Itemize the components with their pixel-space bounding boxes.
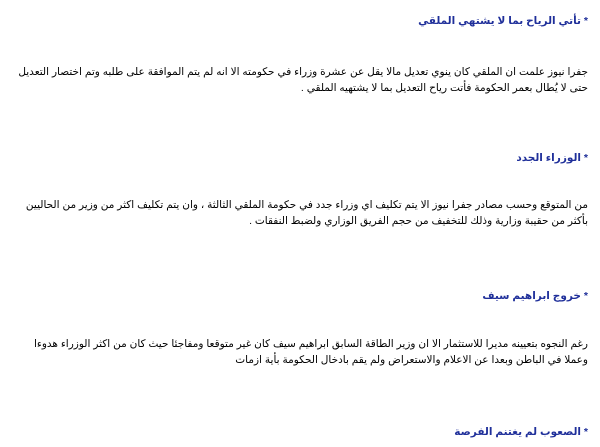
section-body-ibrahim-saif: رغم النجوه بتعيينه مديرا للاستثمار الا ان وزير الطاقة السابق ابراهيم سيف كان غير متوقعا ومفاجئا حيث كان من اكثر الوزراء هدوءا وعملا في الباطن وبعدا عن الاعلام والاستعراض ولم يقم بادخال الحكومة بأية ازمات <box>33 338 588 366</box>
section-body-new-ministers: من المتوقع وحسب مصادر جفرا نيوز الا يتم تكليف اي وزراء جدد في حكومة الملقي الثالثة ، وان يتم تكليف اكثر من وزير من الحاليين بأكثر من حقيبة وزارية وذلك للتخفيف من حجم الفريق الوزاري ولضبط النفقات . <box>25 199 588 227</box>
section-heading-alsaoub: * الصعوب لم يغتنم الفرصة <box>454 426 588 438</box>
section-heading-ibrahim-saif: * خروج ابراهيم سيف <box>482 290 588 302</box>
section-body-winds: جفرا نيوز علمت ان الملقي كان ينوي تعديل مالا يقل عن عشرة وزراء في حكومته الا انه لم يتم الموافقة على طلبه وتم اختصار التعديل حتى لا يُطال بعمر الحكومة فأتت رياح التعديل بما لا يشتهيه الملقي . <box>18 66 588 94</box>
section-heading-winds: * تأتي الرياح بما لا يشتهي الملقي <box>418 15 588 27</box>
section-heading-new-ministers: * الوزراء الجدد <box>516 152 588 164</box>
